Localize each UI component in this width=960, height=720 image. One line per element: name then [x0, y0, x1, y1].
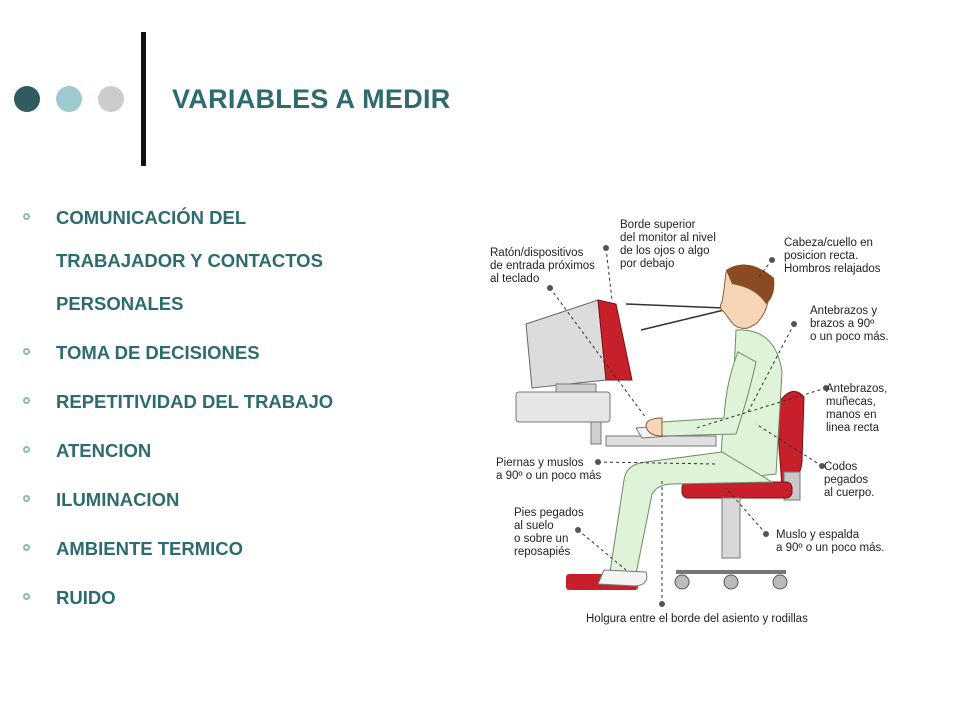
leader-dot [769, 257, 775, 263]
bullet-line: ILUMINACION [56, 489, 180, 510]
label-line: por debajo [620, 258, 675, 270]
chair-wheel [724, 575, 738, 589]
bullet-line: RUIDO [56, 587, 116, 608]
dot-dark [14, 86, 40, 112]
label-line: Pies pegados [514, 507, 584, 519]
chair-wheel [675, 575, 689, 589]
label-piernas [496, 457, 601, 482]
label-borde [620, 219, 719, 270]
label-line: Muslo y espalda [776, 529, 860, 541]
label-line: al cuerpo. [824, 487, 875, 499]
label-line: posicion recta. [784, 250, 859, 262]
label-line: Antebrazos, [826, 383, 888, 395]
label-line: de entrada próximos [490, 260, 595, 272]
desk [516, 392, 610, 422]
label-line: Ratón/dispositivos [490, 247, 584, 259]
label-line: reposapiés [514, 546, 571, 558]
leader-dot [575, 527, 581, 533]
label-line: pegados [824, 474, 869, 486]
label-line: a 90º o un poco más. [776, 542, 885, 554]
person-legs [610, 452, 772, 574]
label-line: o sobre un [514, 533, 569, 545]
leader-dot [603, 245, 609, 251]
label-line: linea recta [826, 422, 880, 434]
label-munecas [826, 383, 891, 434]
label-line: muñecas, [826, 396, 876, 408]
bullet-icon [23, 213, 30, 220]
monitor-base [556, 384, 596, 392]
leader-dot [659, 601, 665, 607]
keyboard-arm [591, 422, 601, 444]
keyboard-tray [606, 436, 716, 446]
bullet-line: TOMA DE DECISIONES [56, 342, 260, 363]
label-line: Piernas y muslos [496, 457, 584, 469]
label-holgura: Holgura entre el borde del asiento y rodillas [586, 613, 808, 625]
label-line: del monitor al nivel [620, 232, 716, 244]
person-shoe [598, 570, 647, 586]
label-line: Borde superior [620, 219, 696, 231]
bullet-icon [23, 446, 30, 453]
label-codos [824, 461, 875, 499]
leader-dot [791, 321, 797, 327]
ergonomics-diagram [486, 212, 906, 632]
label-line: Hombros relajados [784, 263, 881, 275]
dot-light [56, 86, 82, 112]
bullet-icon [23, 495, 30, 502]
leader-line [606, 248, 612, 300]
bullet-list [20, 196, 440, 625]
bullet-line: AMBIENTE TERMICO [56, 538, 244, 559]
bullet-line: PERSONALES [56, 293, 184, 314]
label-line: brazos a 90º [810, 318, 875, 330]
title-divider [141, 32, 146, 166]
decorative-dots [14, 86, 124, 116]
label-line: al suelo [514, 520, 554, 532]
dot-grey [98, 86, 124, 112]
bullet-item [20, 478, 440, 521]
label-line: Antebrazos y [810, 305, 878, 317]
label-cabeza [784, 237, 881, 275]
label-line: Codos [824, 461, 858, 473]
bullet-item [20, 331, 440, 374]
label-line: o un poco más. [810, 331, 889, 343]
bullet-icon [23, 593, 30, 600]
label-line: a 90º o un poco más [496, 470, 602, 482]
bullet-item [20, 429, 440, 472]
chair-seat [682, 482, 792, 498]
bullet-line: ATENCION [56, 440, 152, 461]
label-muslo [776, 529, 884, 554]
bullet-line: COMUNICACIÓN DEL [56, 207, 247, 228]
leader-dot [595, 459, 601, 465]
leader-dot [763, 531, 769, 537]
monitor-screen [526, 300, 606, 388]
label-line: manos en [826, 409, 877, 421]
leader-dot [547, 285, 553, 291]
bullet-item [20, 576, 440, 619]
label-line: Cabeza/cuello en [784, 237, 873, 249]
sight-line [626, 304, 724, 308]
bullet-icon [23, 544, 30, 551]
label-line: de los ojos o algo [620, 245, 710, 257]
chair-column [722, 498, 740, 558]
bullet-item [20, 196, 440, 325]
bullet-item [20, 527, 440, 570]
sight-line [641, 310, 724, 330]
bullet-icon [23, 348, 30, 355]
bullet-line: TRABAJADOR Y CONTACTOS [56, 250, 323, 271]
label-pies [514, 507, 587, 558]
label-line: al teclado [490, 273, 540, 285]
bullet-line: REPETITIVIDAD DEL TRABAJO [56, 391, 334, 412]
slide-title: VARIABLES A MEDIR [172, 84, 451, 114]
chair-wheel [773, 575, 787, 589]
bullet-item [20, 380, 440, 423]
ergonomics-illustration [486, 212, 906, 632]
label-antebrazos [810, 305, 889, 343]
bullet-icon [23, 397, 30, 404]
label-raton [490, 247, 598, 285]
